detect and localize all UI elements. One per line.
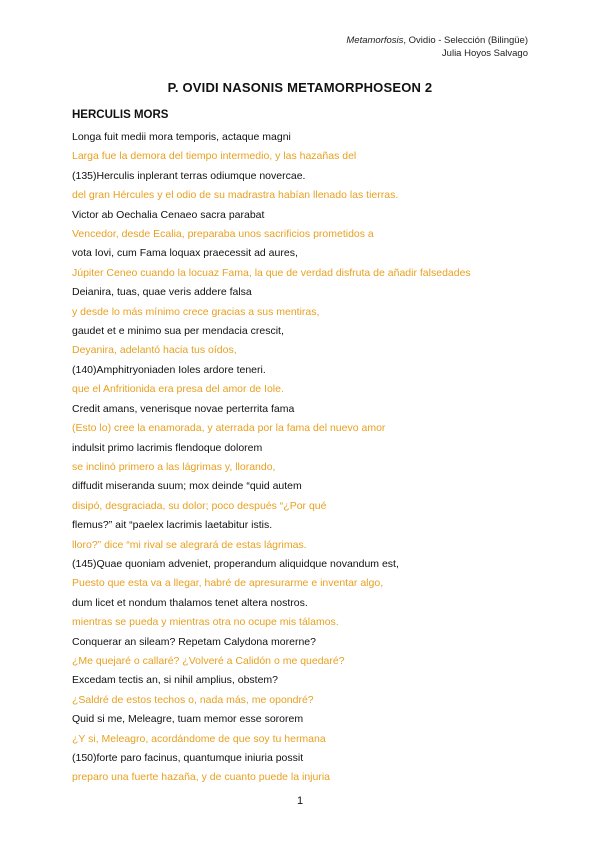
spanish-translation-line: se inclinó primero a las lágrimas y, llorando, [72,460,276,473]
latin-verse-line: (140)Amphitryoniaden Ioles ardore teneri. [72,363,266,376]
latin-verse-line: (145)Quae quoniam adveniet, properandum aliquidque novandum est, [72,557,399,570]
latin-verse-line: flemus?” ait “paelex lacrimis laetabitur istis. [72,519,273,532]
verse-text [72,128,542,788]
header-work-title: Metamorfosis [346,35,404,46]
spanish-translation-line: Larga fue la demora del tiempo intermedio, y las hazañas del [72,150,357,163]
spanish-translation-line: preparo una fuerte hazaña, y de cuanto puede la injuria [72,771,331,784]
header-author: Julia Hoyos Salvago [441,48,528,59]
latin-verse-line: Excedam tectis an, si nihil amplius, obstem? [72,674,279,687]
spanish-translation-line: Vencedor, desde Ecalia, preparaba unos sacrificios prometidos a [72,228,374,241]
latin-verse-line: Quid si me, Meleagre, tuam memor esse sororem [72,713,304,726]
latin-verse-line: gaudet et e minimo sua per mendacia crescit, [72,325,284,338]
latin-verse-line: Conquerar an sileam? Repetam Calydona morerne? [72,635,316,648]
header-line-1 [346,34,528,47]
latin-verse-line: dum licet et nondum thalamos tenet altera nostros. [72,596,308,609]
spanish-translation-line: mientras se pueda y mientras otra no ocupe mis tálamos. [72,616,339,629]
latin-verse-line: vota Iovi, cum Fama loquax praecessit ad aures, [72,247,298,260]
spanish-translation-line: (Esto lo) cree la enamorada, y aterrada por la fama del nuevo amor [72,422,386,435]
spanish-translation-line: ¿Y si, Meleagro, acordándome de que soy tu hermana [72,732,326,745]
section-heading: HERCULIS MORS [72,109,169,121]
spanish-translation-line: ¿Saldré de estos techos o, nada más, me opondré? [72,693,314,706]
running-header [346,34,528,60]
spanish-translation-line: del gran Hércules y el odio de su madrastra habían llenado las tierras. [72,189,399,202]
spanish-translation-line: y desde lo más mínimo crece gracias a sus mentiras, [72,305,320,318]
latin-verse-line: Credit amans, venerisque novae perterrita fama [72,402,295,415]
header-subtitle: , Ovidio - Selección (Bilingüe) [403,35,528,46]
latin-verse-line: Longa fuit medii mora temporis, actaque magni [72,131,291,143]
spanish-translation-line: lloro?” dice “mi rival se alegrará de estas lágrimas. [72,538,307,551]
latin-verse-line: Deianira, tuas, quae veris addere falsa [72,286,252,299]
latin-verse-line: (135)Herculis inplerant terras odiumque novercae. [72,169,306,182]
page-title: P. OVIDI NASONIS METAMORPHOSEON 2 [167,80,433,95]
spanish-translation-line: disipó, desgraciada, su dolor; poco después “¿Por qué [72,499,327,512]
latin-verse-line: Victor ab Oechalia Cenaeo sacra parabat [72,208,265,221]
spanish-translation-line: Júpiter Ceneo cuando la locuaz Fama, la que de verdad disfruta de añadir falsedades [72,266,471,279]
latin-verse-line: indulsit primo lacrimis flendoque dolorem [72,441,263,454]
spanish-translation-line: Puesto que esta va a llegar, habré de apresurarme e inventar algo, [72,577,384,590]
latin-verse-line: diffudit miseranda suum; mox deinde “quid autem [72,480,302,493]
spanish-translation-line: que el Anfritionida era presa del amor de Iole. [72,383,284,396]
spanish-translation-line: Deyanira, adelantó hacia tus oídos, [72,344,237,357]
page-number: 1 [296,795,304,807]
spanish-translation-line: ¿Me quejaré o callaré? ¿Volveré a Calidón o me quedaré? [72,654,345,667]
latin-verse-line: (150)forte paro facinus, quantumque iniuria possit [72,752,304,764]
